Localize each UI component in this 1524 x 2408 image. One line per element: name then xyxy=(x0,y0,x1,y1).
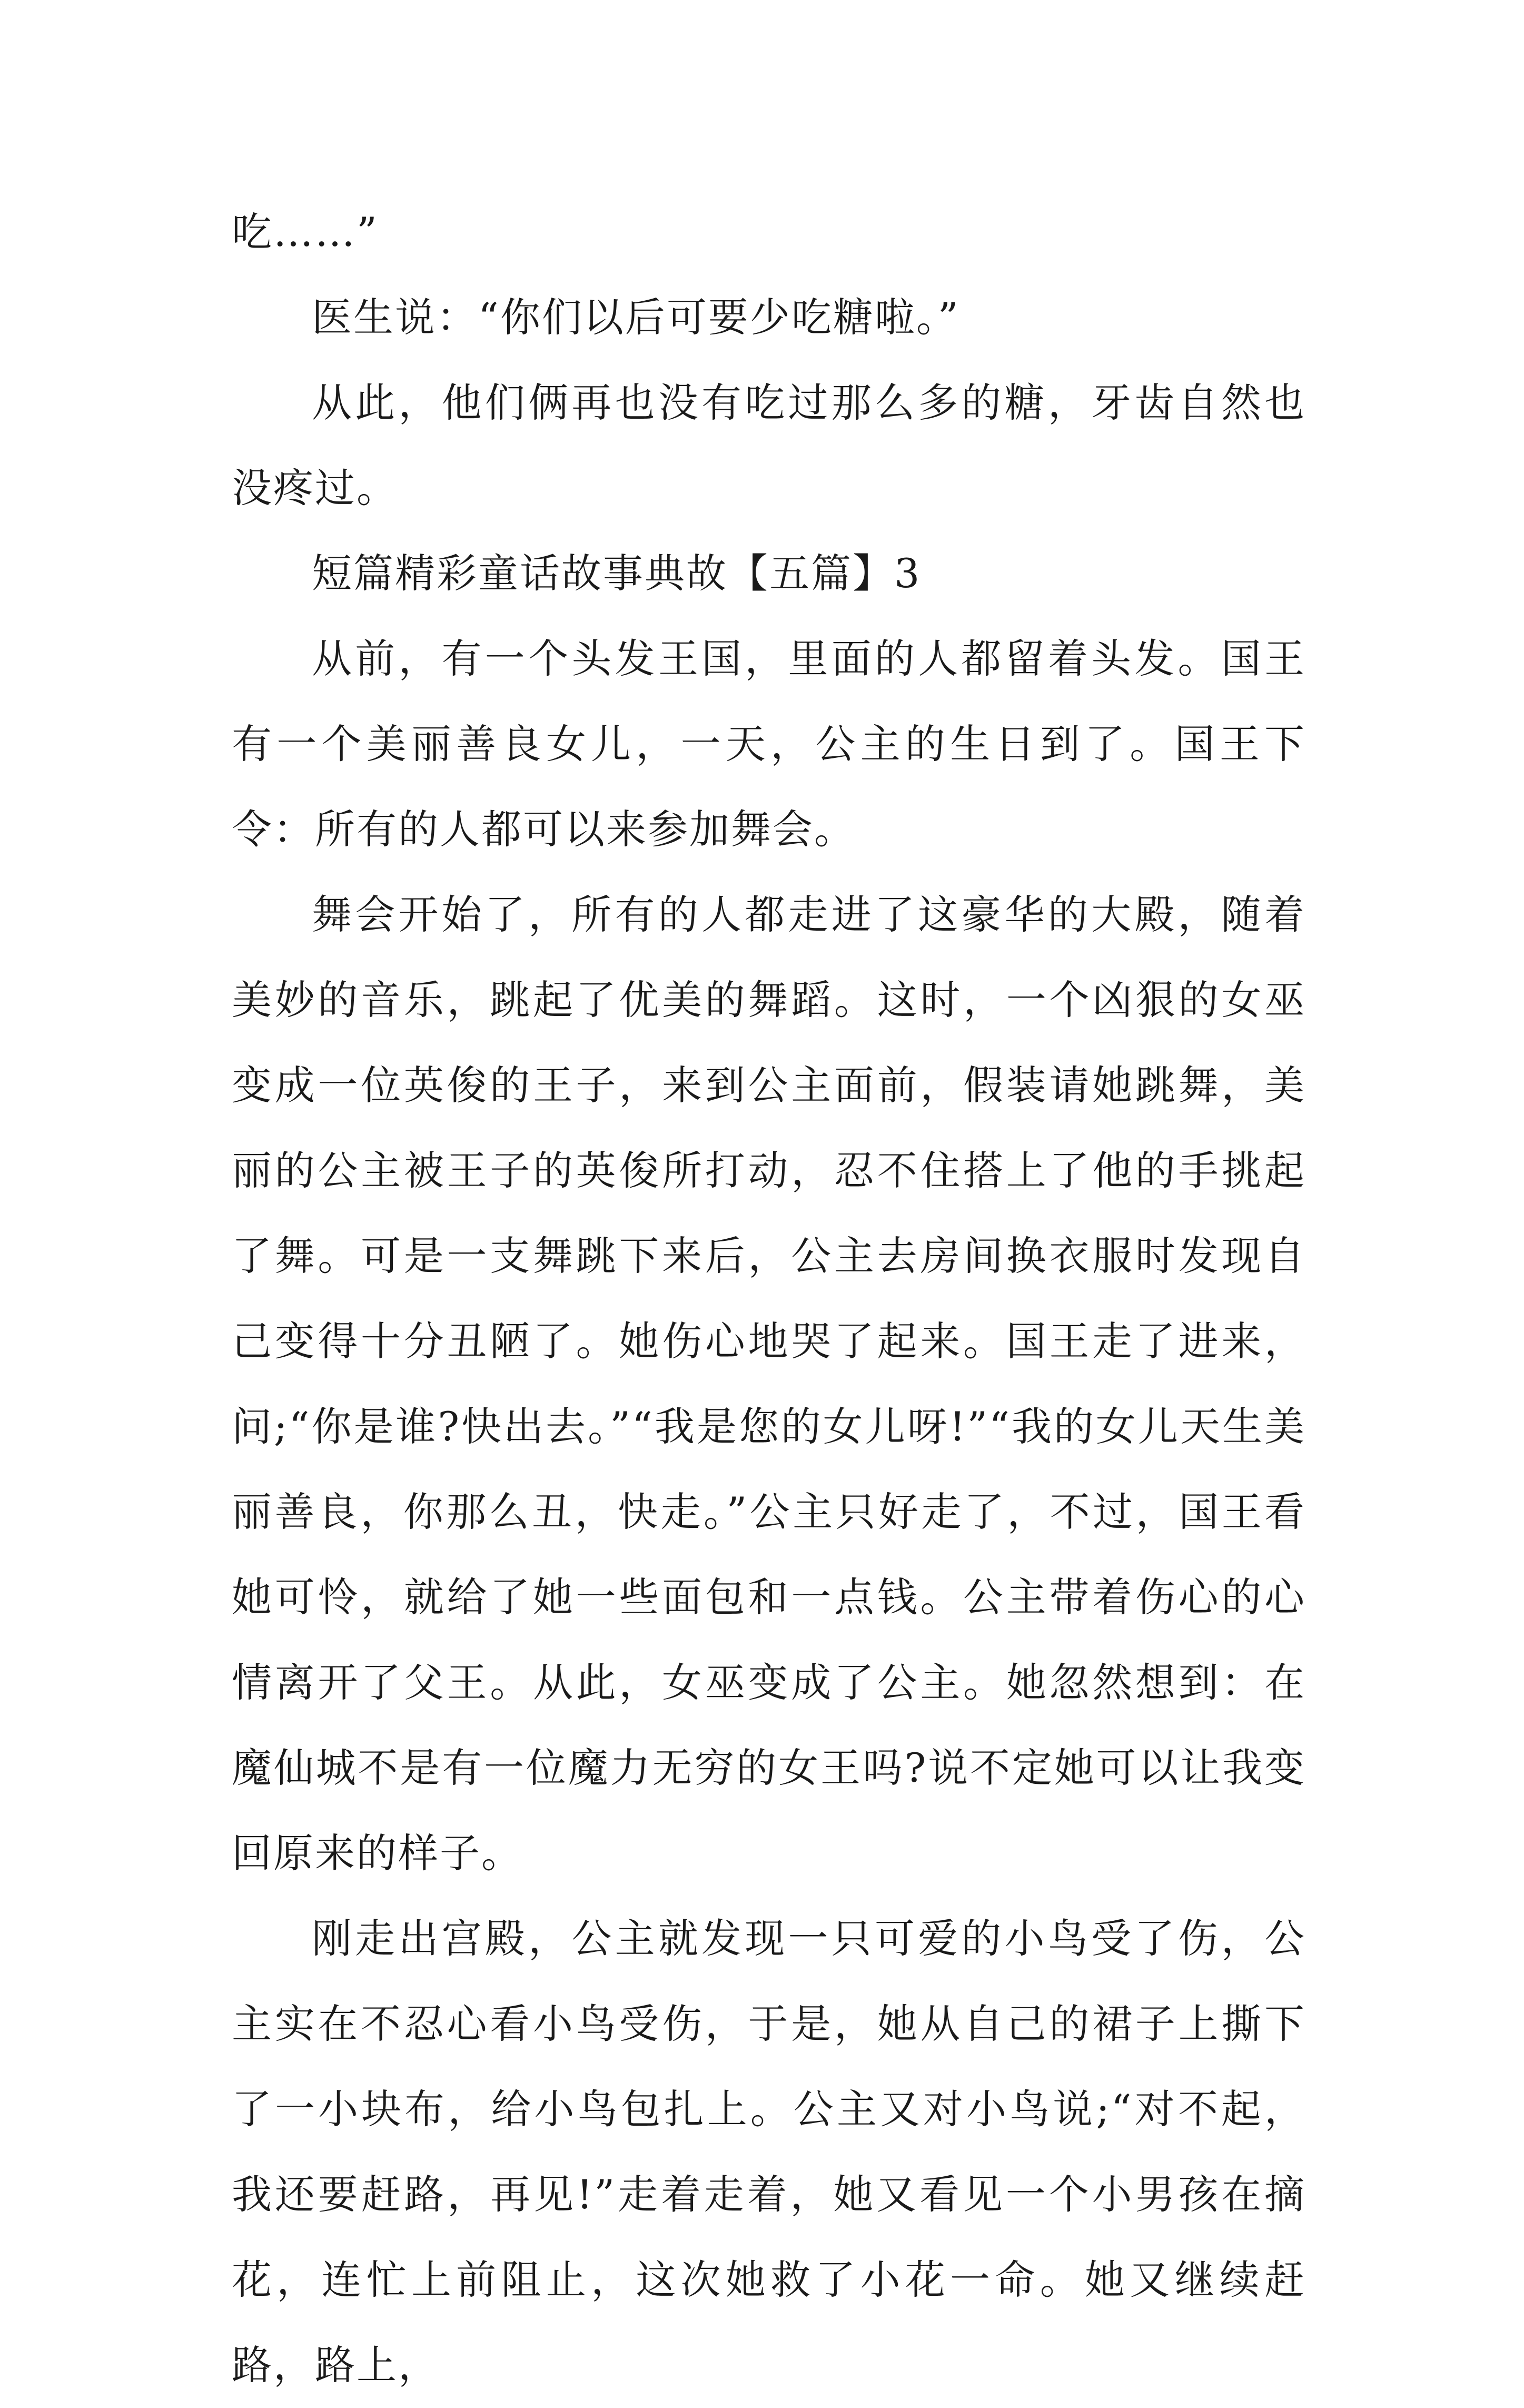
section-heading: 短篇精彩童话故事典故【五篇】3 xyxy=(312,550,922,597)
paragraph-doctor-says: 医生说：“你们以后可要少吃糖啦。” xyxy=(312,294,960,341)
paragraph-dance-party: 舞会开始了，所有的人都走进了这豪华的大殿，随着美妙的音乐，跳起了优美的舞蹈。这时，一个凶狠的女巫变成一位英俊的王子，来到公主面前，假装请她跳舞，美丽的公主被王子的英俊所打动，忍不住搭上了他的手挑起了舞。可是一支舞跳下来后，公主去房间换衣服时发现自己变得十分丑陋了。她伤心地哭了起来。国王走了进来，问;“你是谁?快出去。”“我是您的女儿呀!”“我的女儿天生美丽善良，你那么丑，快走。”公主只好走了，不过，国王看她可怜，就给了她一些面包和一点钱。公主带着伤心的心情离开了父王。从此，女巫变成了公主。她忽然想到：在魔仙城不是有一位魔力无穷的女王吗?说不定她可以让我变回原来的样子。 xyxy=(232,891,1306,1877)
paragraph-hair-kingdom: 从前，有一个头发王国，里面的人都留着头发。国王有一个美丽善良女儿，一天，公主的生日到了。国王下令：所有的人都可以来参加舞会。 xyxy=(232,635,1306,853)
document-body xyxy=(232,190,1306,2408)
paragraph-no-more-candy: 从此，他们俩再也没有吃过那么多的糖，牙齿自然也没疼过。 xyxy=(232,379,1306,511)
paragraph-continuation: 吃……” xyxy=(232,209,379,255)
paragraph-leaving-palace: 刚走出宫殿，公主就发现一只可爱的小鸟受了伤，公主实在不忍心看小鸟受伤，于是，她从自己的裙子上撕下了一小块布，给小鸟包扎上。公主又对小鸟说;“对不起，我还要赶路，再见!”走着走着，她又看见一个小男孩在摘花，连忙上前阻止，这次她救了小花一命。她又继续赶路，路上， xyxy=(232,1915,1306,2389)
